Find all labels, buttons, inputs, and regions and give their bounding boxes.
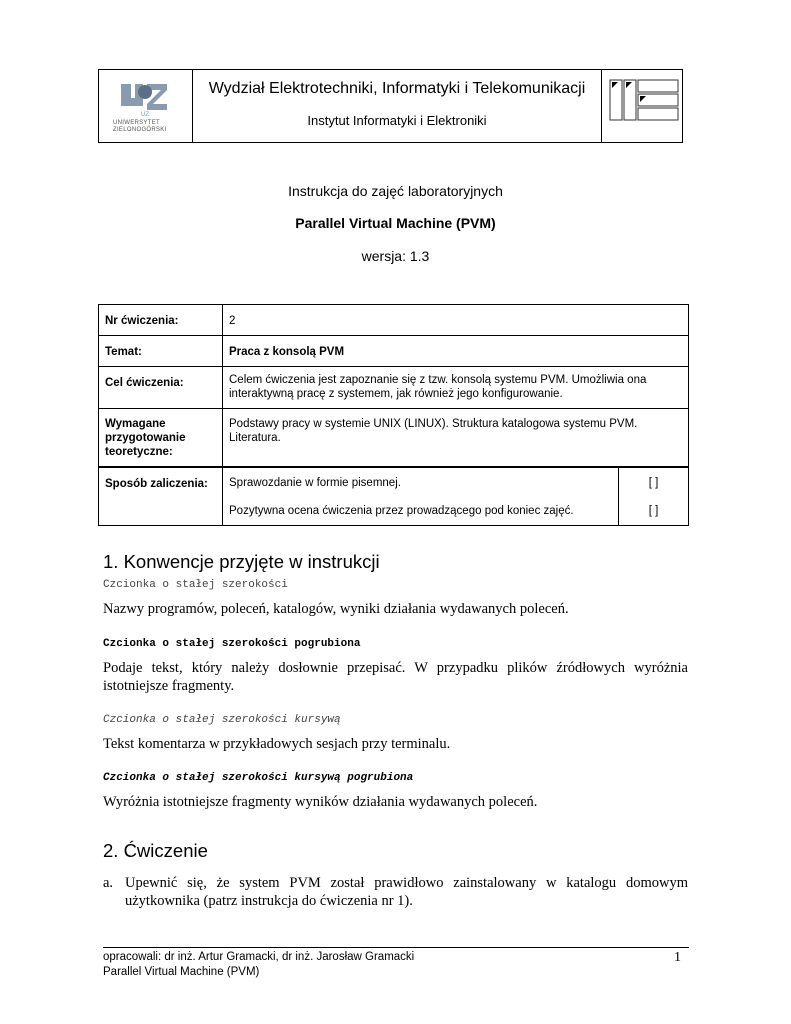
exercise-number-label: Nr ćwiczenia:	[99, 305, 223, 335]
iie-logo-icon	[602, 70, 682, 142]
table-row	[99, 305, 688, 336]
logo-caption-line1: UNIWERSYTET	[113, 120, 160, 126]
font-desc-bold: Podaje tekst, który należy dosłownie przepisać. W przypadku plików źródłowych wyróżnia istotniejsze fragmenty.	[103, 660, 688, 694]
table-row	[99, 468, 688, 525]
page-number: 1	[674, 950, 681, 965]
institute-logo	[601, 70, 682, 142]
list-item-marker: a.	[103, 875, 114, 891]
exercise-info-table	[98, 304, 689, 526]
document-kind: Instrukcja do zajęć laboratoryjnych	[288, 183, 503, 199]
grading-label: Sposób zaliczenia:	[99, 468, 223, 525]
list-item-text: Upewnić się, że system PVM został prawidłowo zainstalowany w katalogu domowym użytkownika (patrz instrukcja do ćwiczenia nr 1).	[125, 875, 688, 909]
logo-caption-line2: ZIELONOGÓRSKI	[113, 127, 167, 133]
font-desc-regular: Nazwy programów, poleceń, katalogów, wyniki działania wydawanych poleceń.	[103, 601, 569, 617]
grading-checkbox-column	[618, 468, 688, 525]
prerequisites-value: Podstawy pracy w systemie UNIX (LINUX). Struktura katalogowa systemu PVM. Literatura.	[229, 418, 638, 444]
grading-checkbox-1: [ ]	[648, 477, 659, 489]
font-sample-regular: Czcionka o stałej szerokości	[103, 579, 288, 591]
font-desc-bold-italic: Wyróżnia istotniejsze fragmenty wyników działania wydawanych poleceń.	[103, 794, 538, 810]
font-sample-italic: Czcionka o stałej szerokości kursywą	[103, 714, 341, 726]
topic-label: Temat:	[99, 336, 223, 366]
faculty-title: Wydział Elektrotechniki, Informatyki i Telekomunikacji	[208, 80, 586, 97]
font-sample-bold: Czcionka o stałej szerokości pogrubiona	[103, 638, 361, 650]
document-version: wersja: 1.3	[361, 248, 430, 264]
goal-label: Cel ćwiczenia:	[99, 367, 223, 408]
grading-condition-2: Pozytywna ocena ćwiczenia przez prowadzącego pod koniec zajęć.	[229, 505, 574, 517]
font-desc-italic: Tekst komentarza w przykładowych sesjach przy terminalu.	[103, 736, 451, 752]
grading-condition-1: Sprawozdanie w formie pisemnej.	[229, 477, 401, 489]
topic-value: Praca z konsolą PVM	[229, 346, 345, 358]
footer-document-title: Parallel Virtual Machine (PVM)	[103, 966, 260, 978]
table-row	[99, 336, 688, 367]
goal-value: Celem ćwiczenia jest zapoznanie się z tzw. konsolą systemu PVM. Umożliwia ona interaktywną pracę z systemem, jak również jego konfigurowanie.	[229, 374, 647, 400]
institute-title: Instytut Informatyki i Elektroniki	[307, 113, 487, 128]
grading-checkbox-2: [ ]	[648, 505, 659, 517]
header-titles	[192, 70, 602, 142]
section-heading-exercise: 2. Ćwiczenie	[103, 840, 208, 861]
university-logo	[99, 70, 193, 142]
font-sample-bold-italic: Czcionka o stałej szerokości kursywą pogrubiona	[103, 772, 414, 784]
footer-authors: opracowali: dr inż. Artur Gramacki, dr inż. Jarosław Gramacki	[103, 951, 415, 963]
logo-mark-text: UZ	[140, 111, 150, 118]
prerequisites-label: Wymagane przygotowanie teoretyczne:	[99, 409, 223, 466]
header-box	[98, 69, 683, 143]
document-title: Parallel Virtual Machine (PVM)	[295, 215, 496, 231]
uz-logo-icon	[119, 78, 171, 118]
table-row	[99, 367, 688, 409]
table-row	[99, 409, 688, 468]
footer-divider	[103, 947, 689, 948]
section-heading-conventions: 1. Konwencje przyjęte w instrukcji	[103, 551, 380, 572]
exercise-number-value: 2	[229, 315, 236, 327]
logo-caption	[113, 120, 167, 134]
